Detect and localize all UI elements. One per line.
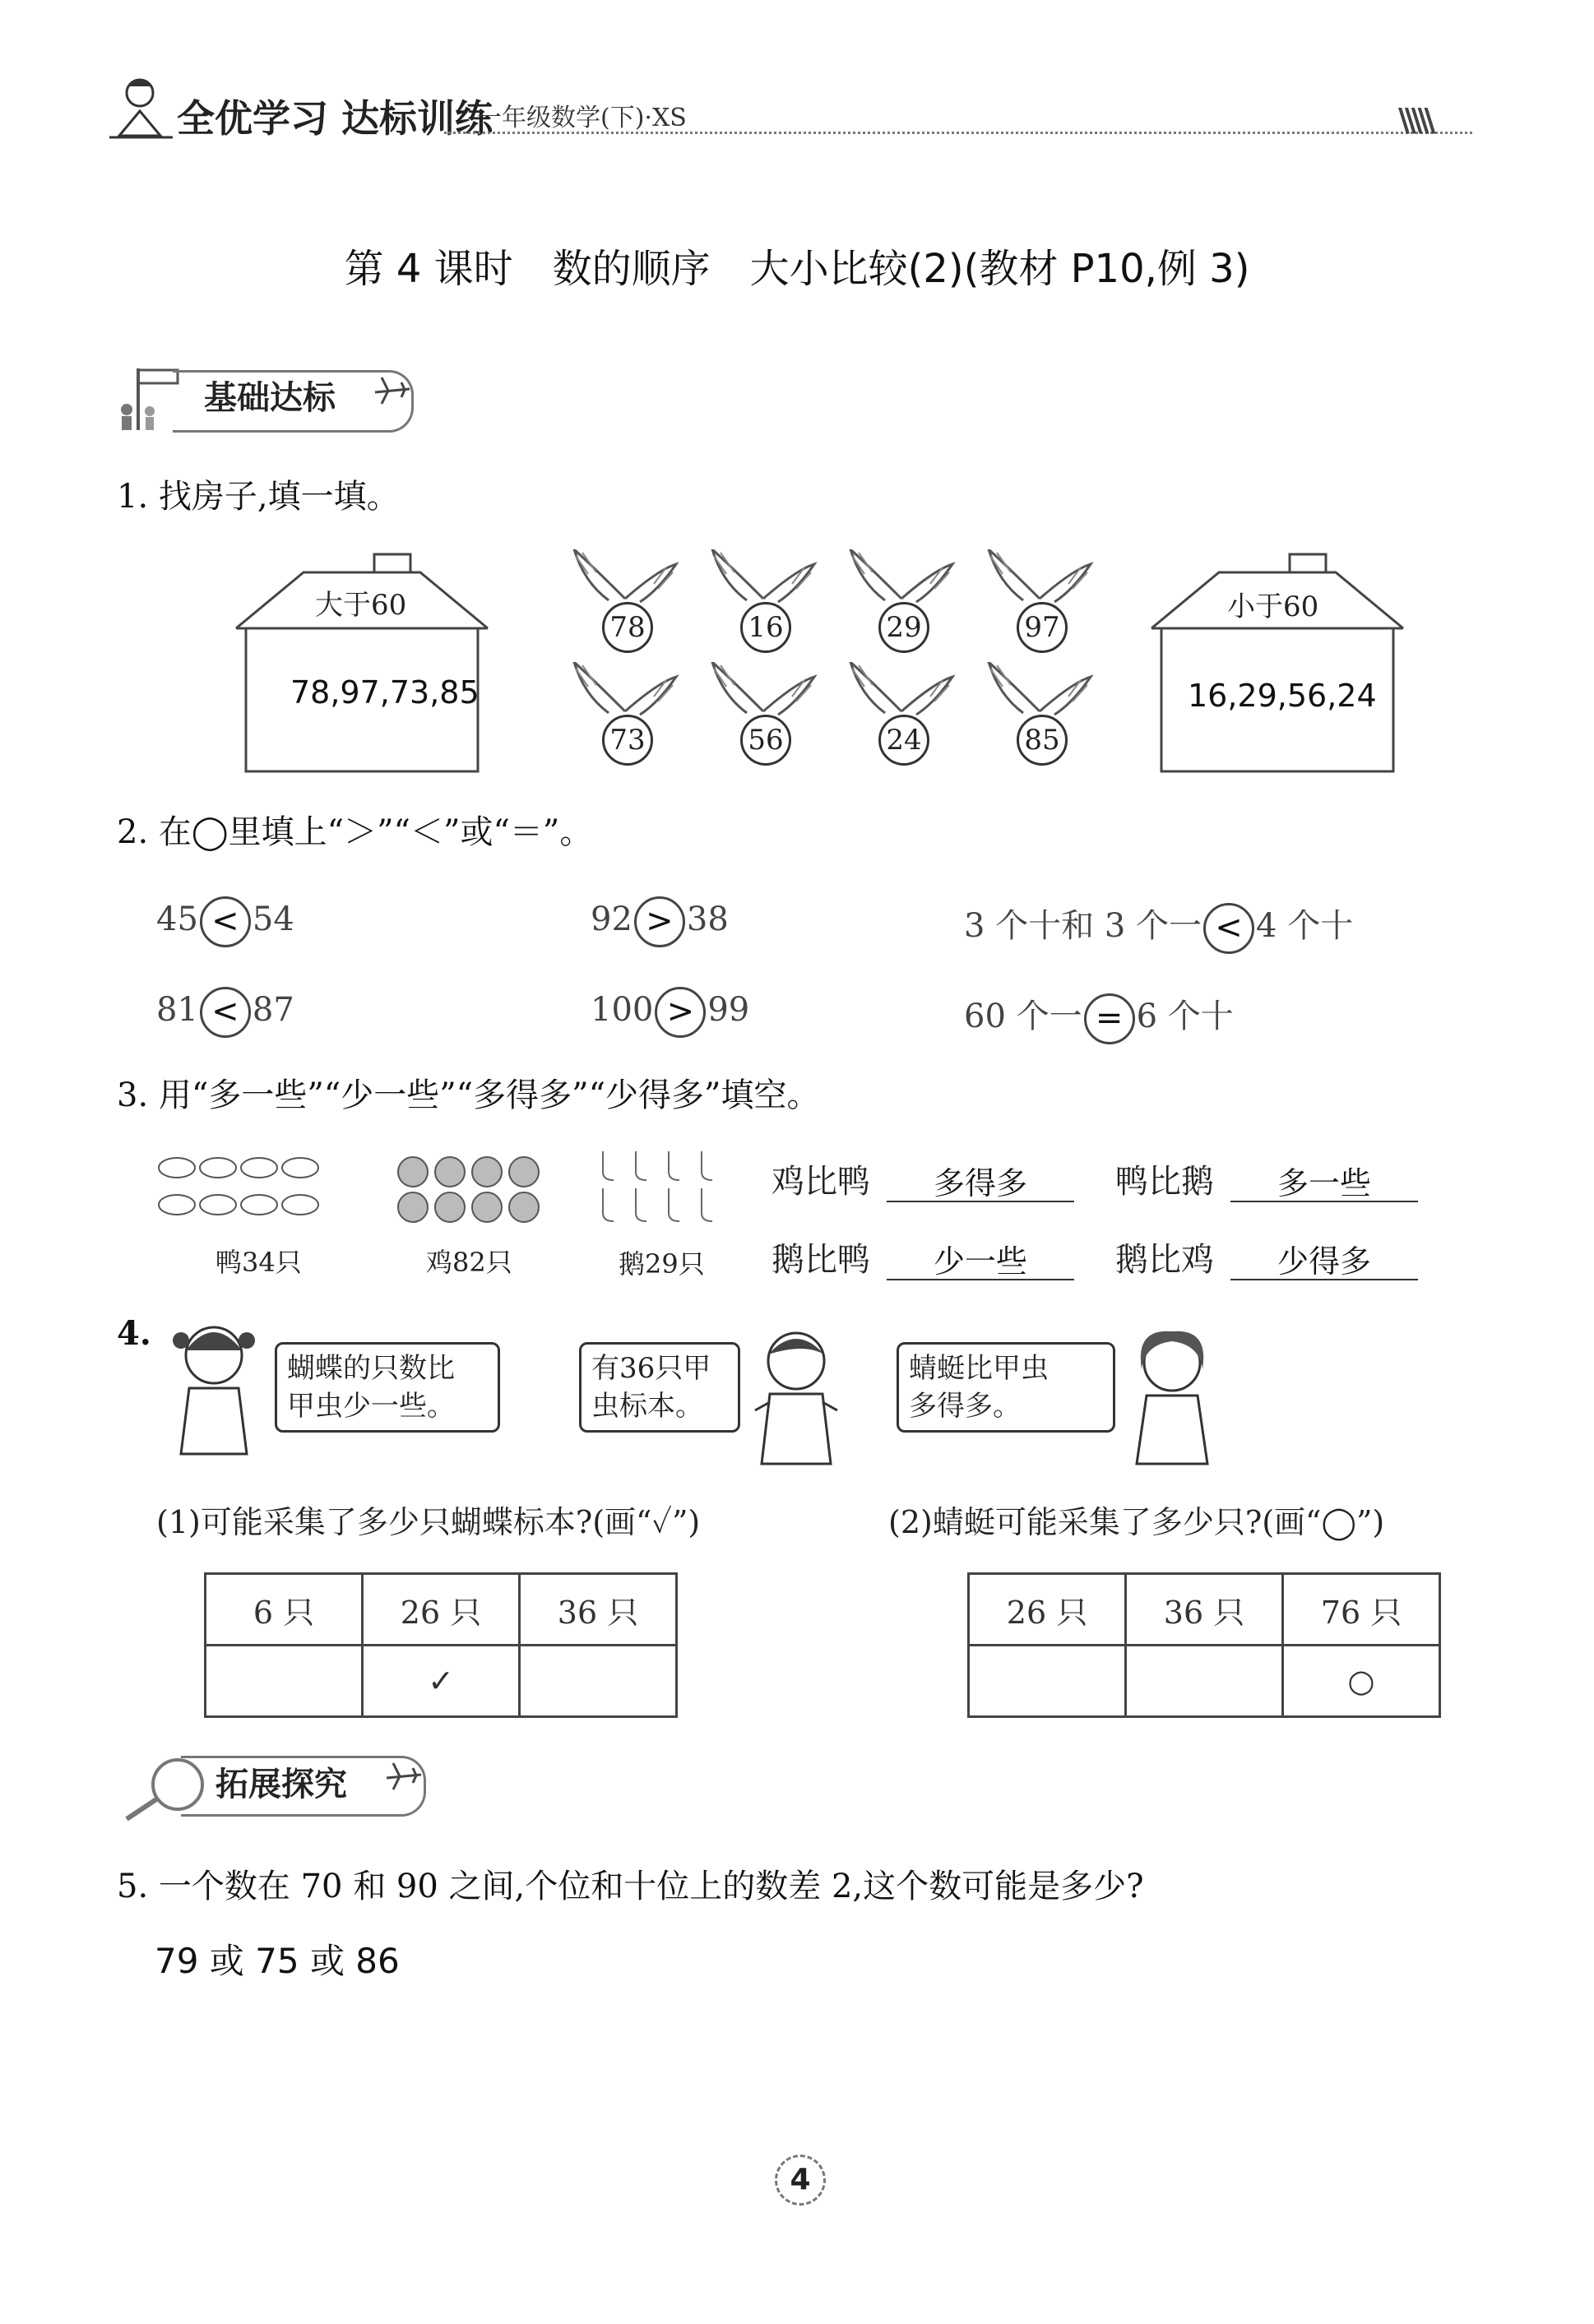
mark-cell[interactable]: [520, 1646, 677, 1717]
mark-cell[interactable]: ✓: [363, 1646, 520, 1717]
blank-label: 鹅比鸡: [1115, 1241, 1214, 1279]
compare-left: 45: [156, 900, 198, 938]
answer-circle: <: [200, 896, 251, 947]
mark-cell[interactable]: [969, 1646, 1126, 1717]
blank-answer: 多一些: [1230, 1158, 1418, 1202]
compare-item: [964, 900, 1353, 954]
mark-cell[interactable]: ○: [1283, 1646, 1440, 1717]
q5-answer: 79 或 75 或 86: [155, 1941, 400, 1981]
bird-number: 85: [1017, 715, 1068, 766]
header-stripes: \\\\\: [1398, 102, 1431, 138]
blank-label: 鸭比鹅: [1115, 1163, 1214, 1201]
header-divider: [444, 132, 1472, 134]
bird-item: [706, 662, 821, 769]
q5-prompt: 5. 一个数在 70 和 90 之间,个位和十位上的数差 2,这个数可能是多少?: [117, 1868, 1144, 1905]
speech-bubble-butterfly: [275, 1342, 500, 1433]
airplane-icon: [372, 374, 413, 407]
speech-bubble-dragonfly: [897, 1342, 1115, 1433]
bird-number: 78: [602, 602, 653, 653]
bird-item: [706, 549, 821, 656]
house-less-60: [1150, 553, 1405, 775]
compare-left: 92: [591, 900, 633, 938]
house-greater-60: [234, 553, 489, 775]
house-left-label: 大于60: [315, 589, 407, 622]
girl-kid-icon: [164, 1314, 263, 1462]
bird-item: [982, 549, 1097, 656]
option-cell: 6 只: [206, 1574, 363, 1646]
boy-reading-icon: [103, 70, 177, 144]
compare-item: [964, 990, 1234, 1044]
subject-label: 一年级数学(下)·XS: [477, 104, 687, 132]
q2-prompt: 2. 在◯里填上“＞”“＜”或“＝”。: [117, 813, 593, 851]
compare-item: [591, 896, 729, 947]
compare-right: 99: [707, 991, 750, 1029]
bubble-line: 有36只甲: [591, 1352, 711, 1385]
bird-item: [982, 662, 1097, 769]
bird-item: [568, 549, 683, 656]
ducks-caption: 鸭34只: [215, 1247, 302, 1278]
bird-number: 24: [878, 715, 929, 766]
option-cell: 36 只: [1126, 1574, 1283, 1646]
chickens-illustration: [388, 1143, 553, 1234]
blank-label: 鸡比鸭: [772, 1163, 870, 1201]
ducks-illustration: [152, 1143, 325, 1234]
compare-right: 87: [252, 991, 294, 1029]
compare-left: 3 个十和 3 个一: [964, 907, 1202, 945]
bird-number: 29: [878, 602, 929, 653]
bird-item: [844, 549, 959, 656]
compare-left: 100: [591, 991, 654, 1029]
q4-sub2: (2)蜻蜓可能采集了多少只?(画“◯”): [888, 1504, 1385, 1540]
geese-caption: 鹅29只: [619, 1248, 705, 1280]
q4-number: [117, 1314, 156, 1353]
bird-number: 97: [1017, 602, 1068, 653]
bird-item: [568, 662, 683, 769]
option-cell: 26 只: [969, 1574, 1126, 1646]
bird-number: 16: [740, 602, 791, 653]
brand-title: 全优学习 达标训练: [177, 96, 493, 141]
geese-illustration: [591, 1143, 730, 1234]
girl2-kid-icon: [1119, 1320, 1226, 1468]
bubble-line: 蝴蝶的只数比: [287, 1352, 455, 1385]
mark-cell[interactable]: [206, 1646, 363, 1717]
answer-circle: >: [655, 987, 706, 1038]
speech-bubble-beetle: [579, 1342, 740, 1433]
mark-cell[interactable]: [1126, 1646, 1283, 1717]
bird-item: [844, 662, 959, 769]
answer-circle: =: [1084, 993, 1135, 1044]
bubble-line: 虫标本。: [591, 1390, 703, 1423]
answer-circle: <: [200, 987, 251, 1038]
airplane-icon: [383, 1760, 424, 1793]
extend-section-title: 拓展探究: [215, 1766, 347, 1803]
compare-left: 60 个一: [964, 998, 1082, 1035]
compare-left: 81: [156, 991, 198, 1029]
q1-prompt: 1. 找房子,填一填。: [117, 478, 400, 516]
bubble-line: 甲虫少一些。: [287, 1390, 455, 1423]
compare-item: [156, 987, 294, 1038]
dragonfly-options-table: [967, 1572, 1441, 1718]
bubble-line: 多得多。: [909, 1390, 1021, 1423]
bird-number: 56: [740, 715, 791, 766]
chickens-caption: 鸡82只: [426, 1247, 512, 1278]
butterfly-options-table: [204, 1572, 678, 1718]
q3-prompt: 3. 用“多一些”“少一些”“多得多”“少得多”填空。: [117, 1076, 820, 1114]
q4-number-text: 4.: [117, 1314, 151, 1353]
option-cell: 76 只: [1283, 1574, 1440, 1646]
house-left-answer: 78,97,73,85: [290, 674, 480, 711]
compare-right: 54: [252, 900, 294, 938]
lesson-title: 第 4 课时 数的顺序 大小比较(2)(教材 P10,例 3): [344, 246, 1250, 292]
option-cell: 36 只: [520, 1574, 677, 1646]
compare-right: 6 个十: [1136, 998, 1234, 1035]
page-number: 4: [775, 2155, 826, 2206]
q4-sub1: (1)可能采集了多少只蝴蝶标本?(画“✓”): [156, 1504, 701, 1540]
blank-answer: 少得多: [1230, 1236, 1418, 1280]
blank-answer: 少一些: [887, 1236, 1074, 1280]
boy-kid-icon: [739, 1320, 854, 1468]
answer-circle: <: [1203, 903, 1254, 954]
house-right-answer: 16,29,56,24: [1188, 678, 1377, 714]
compare-item: [591, 987, 749, 1038]
answer-circle: >: [634, 896, 685, 947]
option-cell: 26 只: [363, 1574, 520, 1646]
basic-section-title: 基础达标: [204, 379, 336, 417]
compare-right: 4 个十: [1256, 907, 1354, 945]
compare-right: 38: [686, 900, 729, 938]
blank-label: 鹅比鸭: [772, 1241, 870, 1279]
bubble-line: 蜻蜓比甲虫: [909, 1352, 1049, 1385]
blank-answer: 多得多: [887, 1158, 1074, 1202]
compare-item: [156, 896, 294, 947]
bird-number: 73: [602, 715, 653, 766]
house-right-label: 小于60: [1227, 590, 1319, 623]
